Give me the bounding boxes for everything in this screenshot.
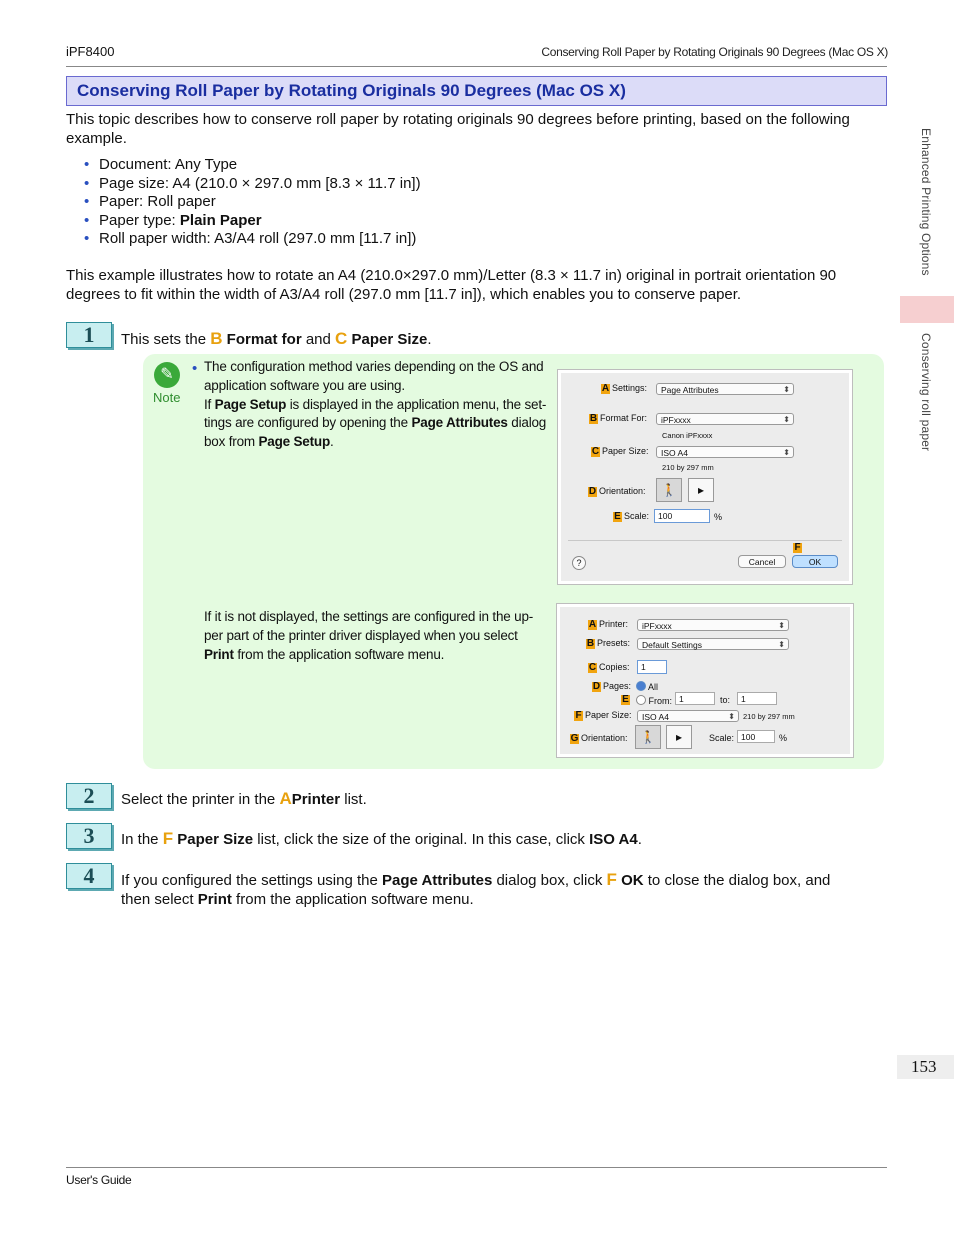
step-number-3: 3 [66, 823, 112, 849]
header-product: iPF8400 [66, 44, 115, 59]
format-for-popup[interactable]: iPFxxxx ⬍ [656, 413, 794, 425]
settings-label: A Settings: [601, 383, 648, 394]
list-item: • Page size: A4 (210.0 × 297.0 mm [8.3 × 11.7 in]) [84, 175, 421, 194]
example-paragraph: This example illustrates how to rotate an A4 (210.0×297.0 mm)/Letter (8.3 × 11.7 in) original in portrait orientation 90 degrees to fit within the width of A3/A4 roll (297.0 mm [11.7 in]), which enables you to conserve paper. [66, 267, 837, 303]
note-text-2: If it is not displayed, the settings are configured in the up- per part of the printer driver displayed when you select Print from the application software menu. [204, 609, 534, 662]
help-button[interactable]: ? [572, 556, 586, 570]
list-item: • Paper type: Plain Paper [84, 212, 421, 231]
pages-from-radio[interactable]: From: [636, 695, 672, 706]
footer-text: User's Guide [66, 1173, 132, 1187]
label-tag: B [210, 329, 223, 348]
ok-button[interactable]: OK [792, 555, 838, 568]
paper-size-popup[interactable]: ISO A4 ⬍ [656, 446, 794, 458]
label-tag: F [162, 829, 174, 848]
page-number: 153 [911, 1057, 937, 1076]
step-number-1: 1 [66, 322, 112, 348]
paper-size-subtext: 210 by 297 mm [743, 712, 795, 721]
copies-field[interactable]: 1 [637, 660, 667, 674]
paper-size-popup[interactable]: ISO A4 ⬍ [637, 710, 739, 722]
to-label: to: [720, 695, 731, 705]
step-2-text: Select the printer in the APrinter list. [121, 789, 367, 808]
page-title-bar [66, 76, 887, 106]
list-item: • Paper: Roll paper [84, 193, 421, 212]
sidebar-chapter[interactable]: Enhanced Printing Options [919, 128, 933, 276]
presets-label: B Presets: [586, 638, 631, 649]
paper-size-subtext: 210 by 297 mm [662, 463, 714, 472]
pages-label: D Pages: [592, 681, 632, 692]
ok-marker: F [794, 542, 801, 553]
label-tag: A [279, 789, 292, 808]
paper-size-label: C Paper Size: [591, 446, 649, 457]
pages-range-marker: E [622, 694, 629, 705]
header-section-title: Conserving Roll Paper by Rotating Originals 90 Degrees (Mac OS X) [541, 45, 888, 59]
note-label: Note [153, 390, 181, 405]
presets-popup[interactable]: Default Settings ⬍ [637, 638, 789, 650]
page-title: Conserving Roll Paper by Rotating Originals 90 Degrees (Mac OS X) [77, 81, 626, 100]
settings-popup[interactable]: Page Attributes ⬍ [656, 383, 794, 395]
footer-divider [66, 1167, 887, 1168]
example-list [84, 156, 421, 249]
landscape-orientation-icon[interactable]: ▸ [688, 478, 714, 502]
label-tag: F [606, 870, 617, 889]
paper-size-label: F Paper Size: [575, 710, 632, 721]
note-bullet: • [192, 360, 198, 377]
sidebar-active-marker [900, 296, 954, 323]
scale-unit: % [714, 512, 723, 522]
portrait-orientation-icon[interactable]: 🚶 [635, 725, 661, 749]
format-for-subtext: Canon iPFxxxx [662, 431, 713, 440]
print-dialog [556, 603, 854, 758]
intro-paragraph: This topic describes how to conserve roll paper by rotating originals 90 degrees before printing, based on the following example. [66, 111, 850, 147]
dialog-divider [568, 540, 842, 541]
label-tag: C [335, 329, 348, 348]
header-divider [66, 66, 887, 67]
cancel-button[interactable]: Cancel [738, 555, 786, 568]
step-1-text: This sets the B Format for and C Paper Size. [121, 329, 432, 348]
list-item: • Roll paper width: A3/A4 roll (297.0 mm [11.7 in]) [84, 230, 421, 249]
scale-label: E Scale: [614, 511, 650, 522]
step-4-text: If you configured the settings using the Page Attributes dialog box, click F OK to close the dialog box, and then select Print from the application software menu. [121, 870, 831, 908]
orientation-label: D Orientation: [588, 486, 646, 497]
scale-unit: % [779, 733, 788, 743]
copies-label: C Copies: [588, 662, 630, 673]
step-3-text: In the F Paper Size list, click the size of the original. In this case, click ISO A4. [121, 829, 642, 848]
note-text-1: The configuration method varies depending on the OS and application software you are using. If Page Setup is displayed in the application menu, the set- tings are configured by opening the Page Attributes dialog box from Page Setup. [204, 359, 547, 450]
format-for-label: B Format For: [589, 413, 648, 424]
scale-label: Scale: [709, 733, 735, 743]
sidebar-section[interactable]: Conserving roll paper [919, 333, 933, 452]
step-number-4: 4 [66, 863, 112, 889]
page-attributes-dialog [557, 369, 853, 585]
pages-all-radio[interactable]: All [636, 681, 658, 692]
portrait-orientation-icon[interactable]: 🚶 [656, 478, 682, 502]
landscape-orientation-icon[interactable]: ▸ [666, 725, 692, 749]
orientation-label: G Orientation: [570, 733, 628, 744]
printer-popup[interactable]: iPFxxxx ⬍ [637, 619, 789, 631]
scale-field[interactable]: 100 [737, 730, 775, 743]
printer-label: A Printer: [588, 619, 629, 630]
scale-field[interactable]: 100 [654, 509, 710, 523]
from-field[interactable]: 1 [675, 692, 715, 705]
list-item: • Document: Any Type [84, 156, 421, 175]
to-field[interactable]: 1 [737, 692, 777, 705]
step-number-2: 2 [66, 783, 112, 809]
pencil-check-icon: ✎ [154, 362, 180, 388]
